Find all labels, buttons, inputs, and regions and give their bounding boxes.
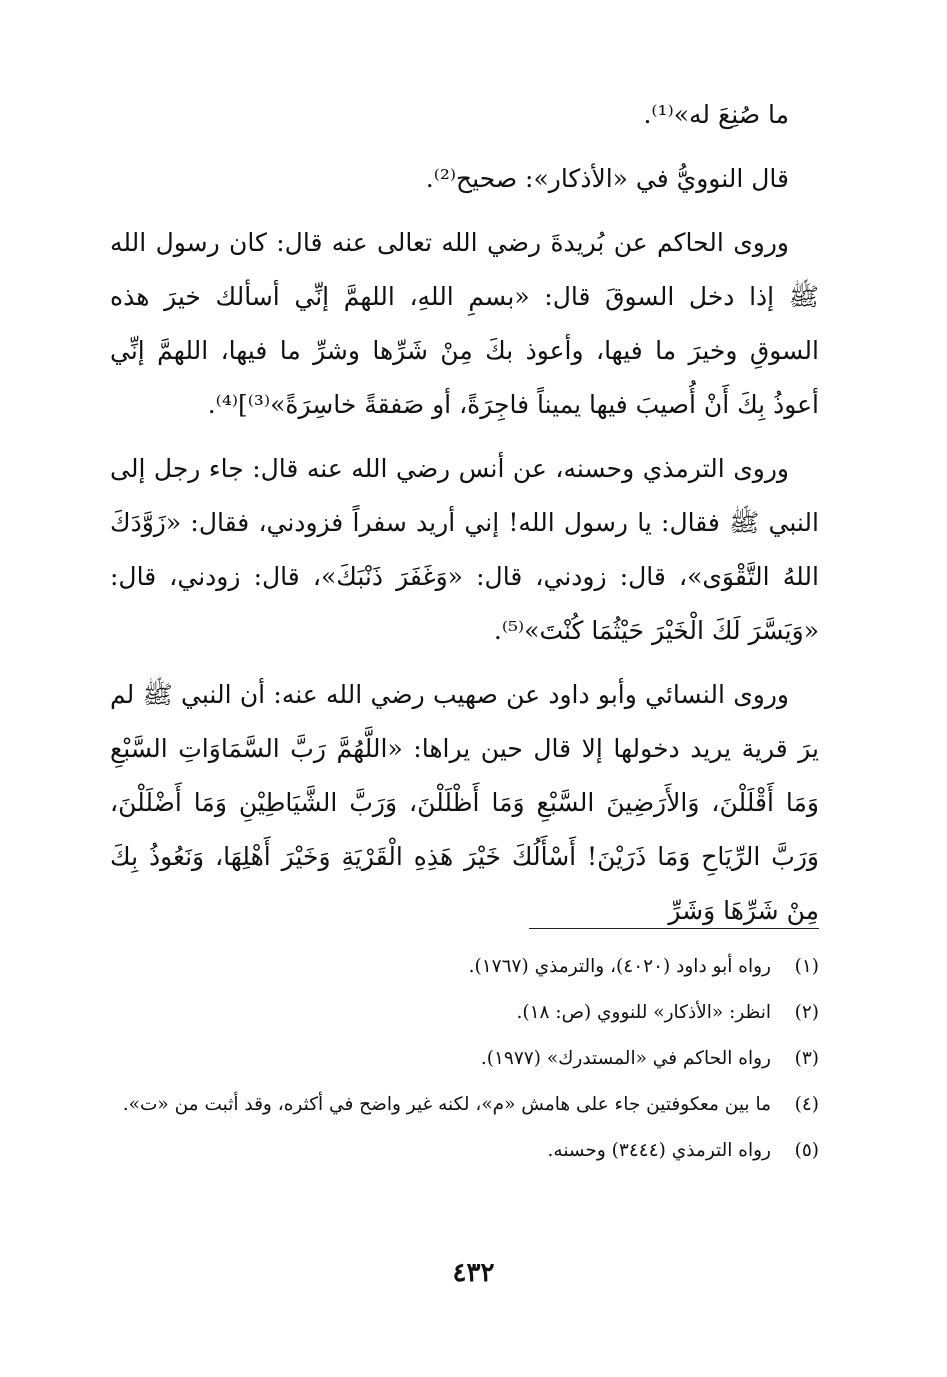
footnote-divider	[529, 928, 819, 929]
footnotes	[110, 944, 819, 1174]
page-number: ٤٣٢	[452, 1258, 495, 1288]
paragraph-4: وروى الترمذي وحسنه، عن أنس رضي الله عنه قال: جاء رجل إلى النبي ﷺ فقال: يا رسول الله! إني أريد سفراً فزودني، فقال: «زَوَّدَكَ اللهُ التَّقْوَى»، قال: زودني، قال: «وَغَفَرَ ذَنْبَكَ»، قال: زودني، قال: «وَيَسَّرَ لَكَ الْخَيْرَ حَيْثُمَا كُنْتَ»⁽⁵⁾.	[110, 454, 819, 645]
footnote-4	[110, 1082, 819, 1128]
footnote-1	[110, 944, 819, 990]
main-text	[110, 88, 819, 938]
footnote-text: رواه الترمذي (٣٤٤٤) وحسنه.	[547, 1140, 771, 1161]
footnote-3	[110, 1036, 819, 1082]
paragraph-3: وروى الحاكم عن بُريدةَ رضي الله تعالى عنه قال: كان رسول الله ﷺ إذا دخل السوقَ قال: «بسمِ اللهِ، اللهمَّ إنِّي أسألك خيرَ هذه السوقِ وخيرَ ما فيها، وأعوذ بكَ مِنْ شَرِّها وشرِّ ما فيها، اللهمَّ إنِّي أعوذُ بِكَ أَنْ أُصيبَ فيها يميناً فاجِرَةً، أو صَفقةً خاسِرَةً»⁽³⁾]⁽⁴⁾.	[110, 228, 819, 419]
footnote-text: رواه الحاكم في «المستدرك» (١٩٧٧).	[480, 1048, 771, 1069]
footnote-2	[110, 990, 819, 1036]
paragraph-5: وروى النسائي وأبو داود عن صهيب رضي الله عنه: أن النبي ﷺ لم يرَ قرية يريد دخولها إلا قال حين يراها: «اللَّهُمَّ رَبَّ السَّمَاوَاتِ السَّبْعِ وَمَا أَقْلَلْنَ، وَالأَرَضِينَ السَّبْعِ وَمَا أَظْلَلْنَ، وَرَبَّ الشَّيَاطِيْنِ وَمَا أَضْلَلْنَ، وَرَبَّ الرِّيَاحِ وَمَا ذَرَيْنَ! أَسْأَلُكَ خَيْرَ هَذِهِ الْقَرْيَةِ وَخَيْرَ أَهْلِهَا، وَنَعُوذُ بِكَ مِنْ شَرِّهَا وَشَرِّ	[110, 680, 819, 925]
footnote-text: ما بين معكوفتين جاء على هامش «م»، لكنه غير واضح في أكثره، وقد أثبت من «ت».	[122, 1094, 771, 1115]
footnote-number: (١)	[794, 956, 819, 977]
footnote-number: (٥)	[794, 1140, 819, 1161]
footnote-number: (٢)	[794, 1002, 819, 1023]
footnote-text: انظر: «الأذكار» للنووي (ص: ١٨).	[516, 1002, 771, 1023]
footnote-5	[110, 1128, 819, 1174]
paragraph-1: ما صُنِعَ له»⁽¹⁾.	[643, 100, 789, 129]
footnote-text: رواه أبو داود (٤٠٢٠)، والترمذي (١٧٦٧).	[468, 956, 771, 977]
paragraph-2: قال النوويُّ في «الأذكار»: صحيح⁽²⁾.	[425, 164, 789, 193]
footnote-number: (٣)	[794, 1048, 819, 1069]
footnote-number: (٤)	[794, 1094, 819, 1115]
